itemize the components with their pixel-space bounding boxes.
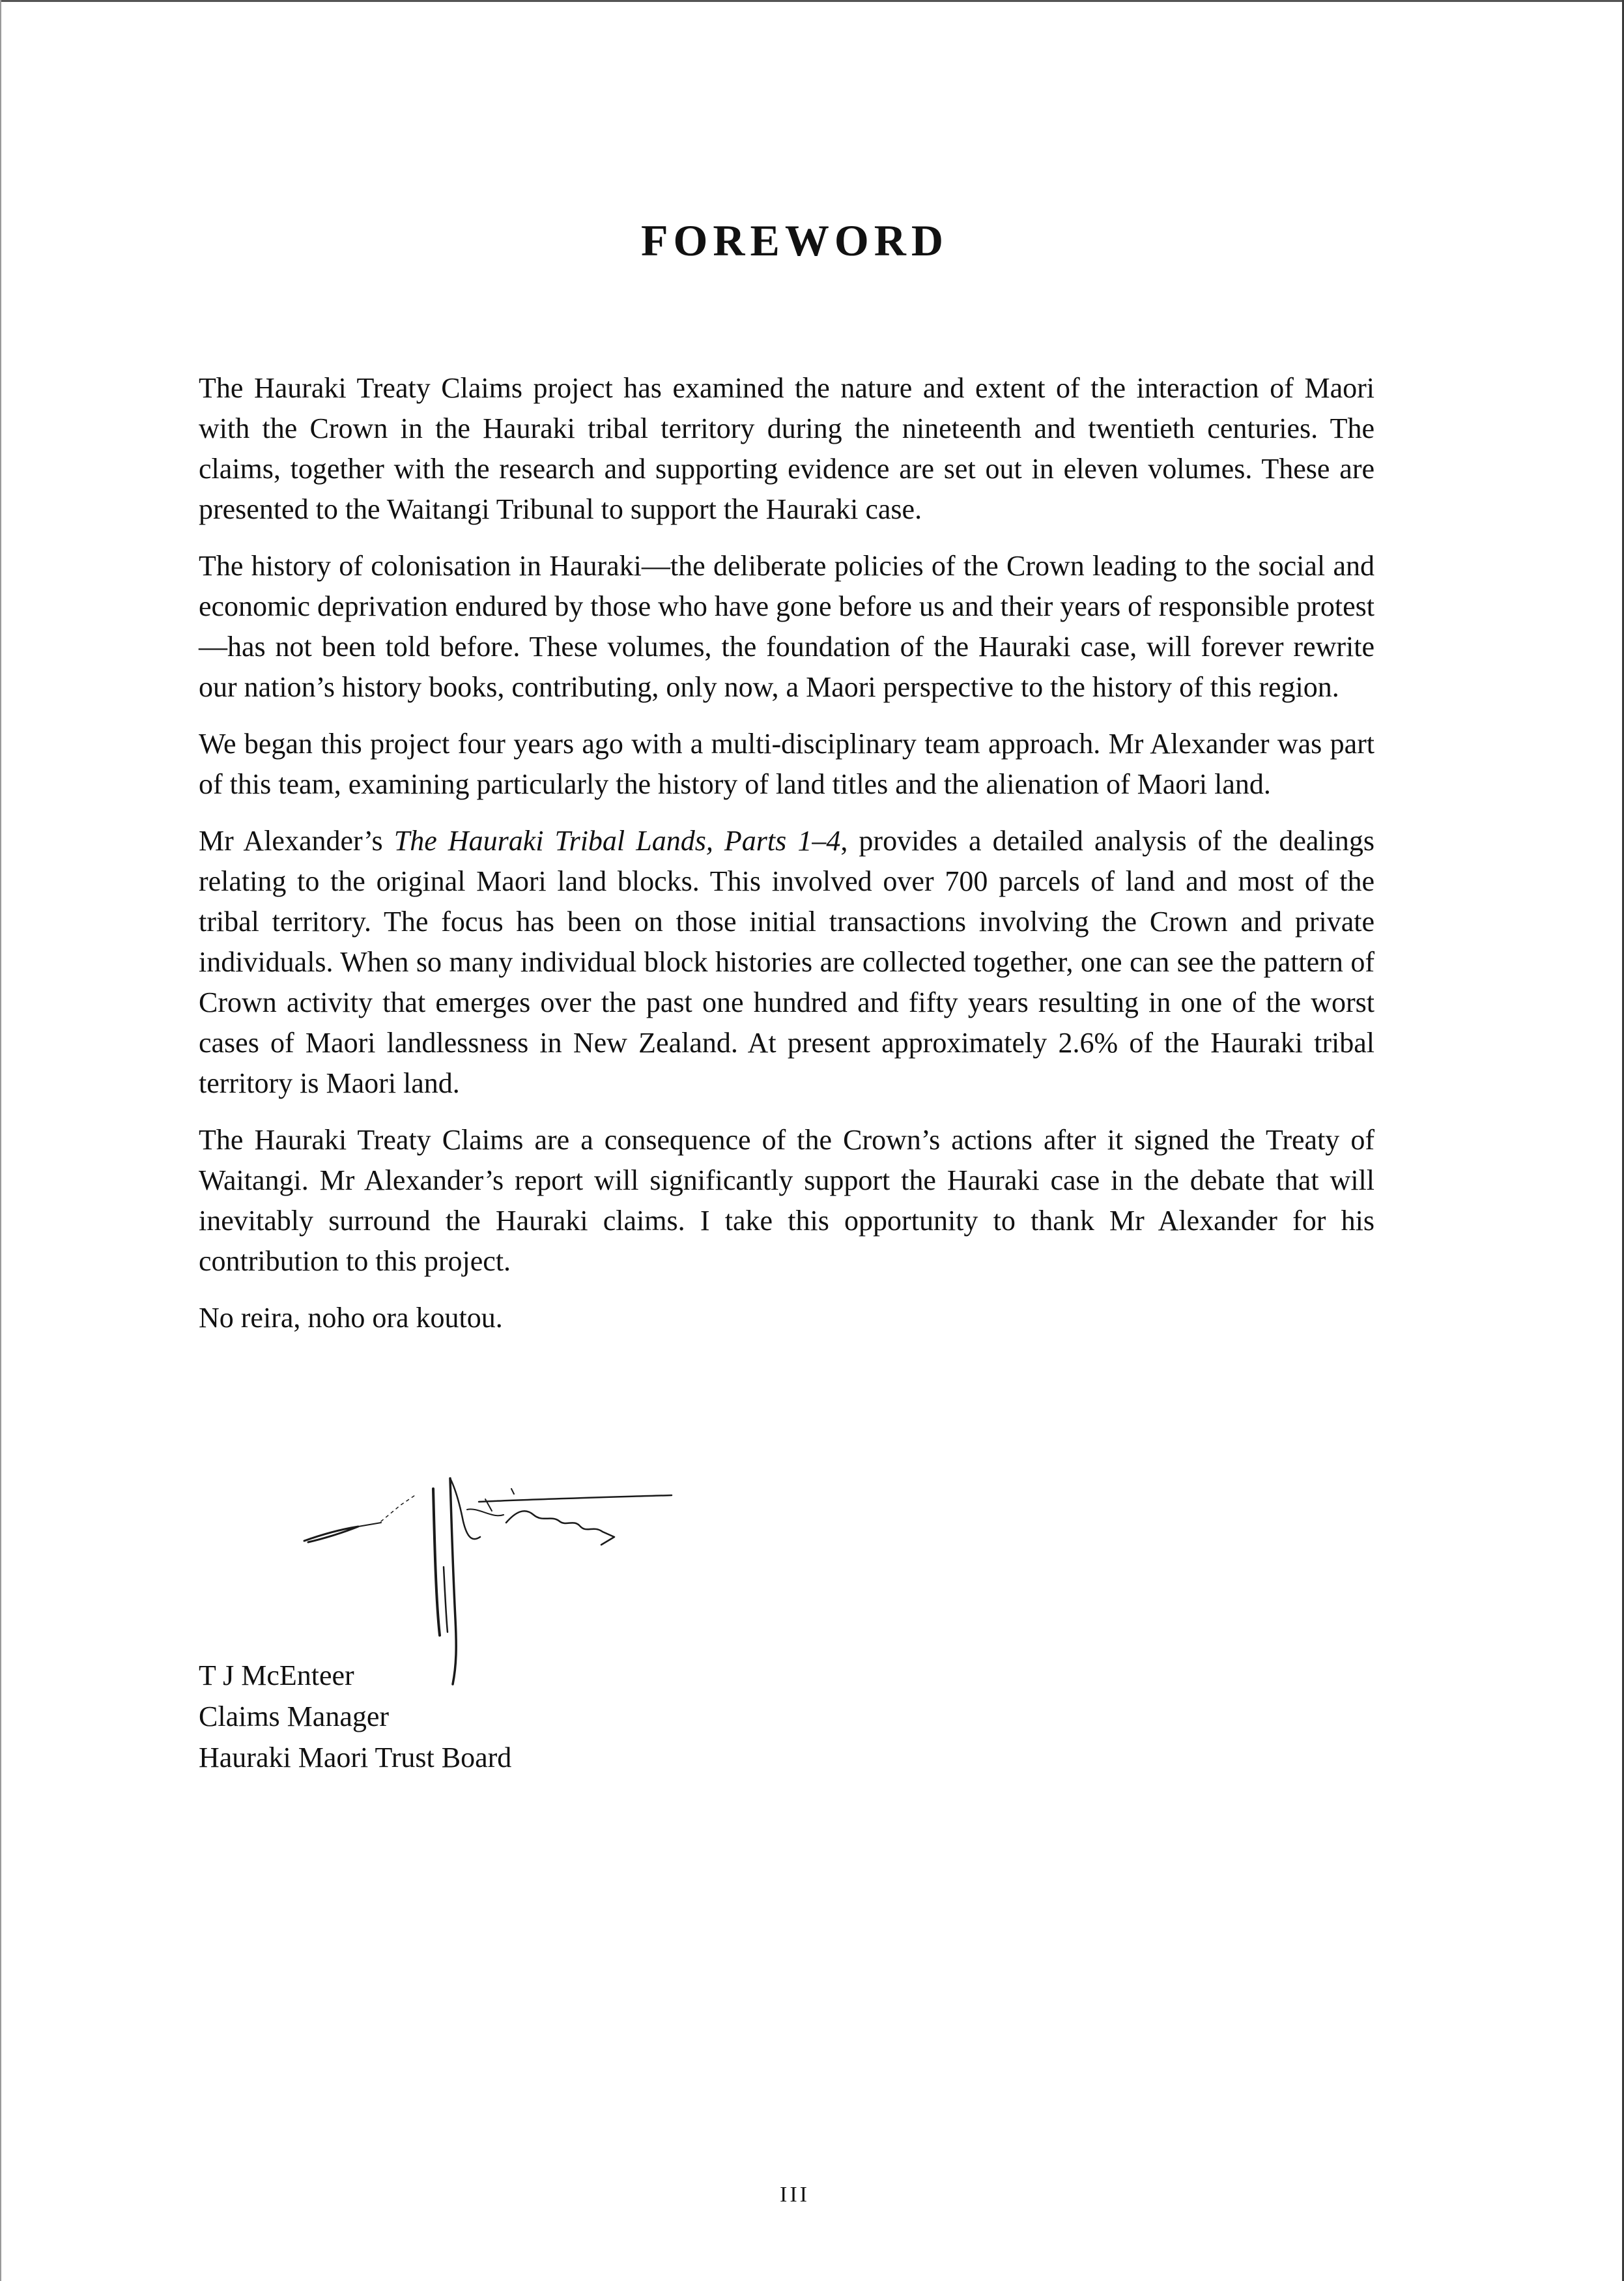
- foreword-body: [199, 368, 1375, 1355]
- scan-edge-top: [0, 0, 1624, 2]
- closing-line: No reira, noho ora koutou.: [199, 1302, 503, 1334]
- paragraph-4: [199, 821, 1375, 1104]
- paragraph-5: The Hauraki Treaty Claims are a consequence of the Crown’s actions after it signed the Treaty of Waitangi. Mr Alexander’s report will significantly support the Hauraki case in the debate that will inevitably surround the Hauraki claims. I take this opportunity to thank Mr Alexander for his contribution to this project.: [199, 1124, 1375, 1277]
- paragraph-4-lead: Mr Alexander’s: [199, 825, 394, 857]
- signatory-block: [199, 1655, 511, 1778]
- paragraph-2: The history of colonisation in Hauraki—the deliberate policies of the Crown leading to the social and economic deprivation endured by those who have gone before us and their years of responsible protest—has not been told before. These volumes, the foundation of the Hauraki case, will forever rewrite our nation’s history books, contributing, only now, a Maori perspective to the history of this region.: [199, 550, 1375, 703]
- signatory-role: Claims Manager: [199, 1700, 390, 1732]
- paragraph-1: The Hauraki Treaty Claims project has examined the nature and extent of the interaction of Maori with the Crown in the Hauraki tribal territory during the nineteenth and twentieth centuries. The claims, together with the research and supporting evidence are set out in eleven volumes. These are presented to the Waitangi Tribunal to support the Hauraki case.: [199, 372, 1375, 525]
- paragraph-3: We began this project four years ago with a multi-disciplinary team approach. Mr Alexander was part of this team, examining particularly the history of land titles and the alienation of Maori land.: [199, 728, 1375, 800]
- report-title: The Hauraki Tribal Lands, Parts 1–4: [393, 825, 841, 857]
- scan-edge-left: [0, 0, 1, 2281]
- page-title: FOREWORD: [641, 216, 948, 265]
- page-number: III: [780, 2183, 810, 2207]
- signatory-organisation: Hauraki Maori Trust Board: [199, 1742, 512, 1773]
- paragraph-4-rest: , provides a detailed analysis of the dealings relating to the original Maori land blocks. This involved over 700 parcels of land and most of the tribal territory. The focus has been on those initial transactions involving the Crown and private individuals. When so many individual block histories are collected together, one can see the pattern of Crown activity that emerges over the past one hundred and fifty years resulting in one of the worst cases of Maori landlessness in New Zealand. At present approximately 2.6% of the Hauraki tribal territory is Maori land.: [199, 825, 1375, 1099]
- signatory-name: T J McEnteer: [199, 1659, 354, 1691]
